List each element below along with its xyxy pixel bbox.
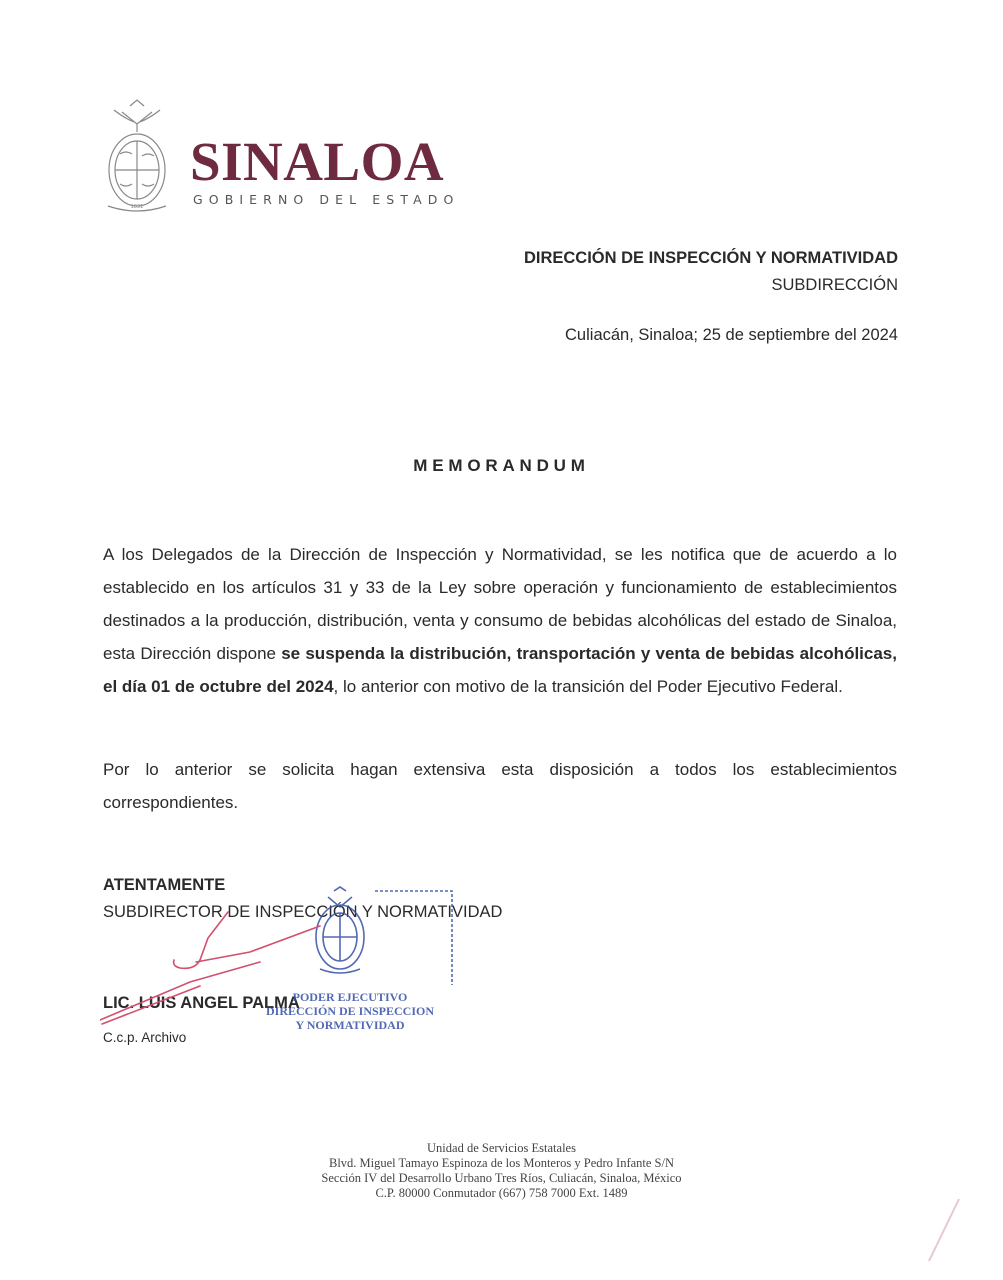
footer-line: Sección IV del Desarrollo Urbano Tres Ríos, Culiacán, Sinaloa, México	[321, 1171, 682, 1185]
paragraph-text: A los Delegados de la Dirección de Inspección y Normatividad, se les notifica que de acuerdo a lo establecido en los artículos 31 y 33 de la Ley sobre operación y funcionamiento de establecimientos destinados a la producción, distribución, venta y consumo de bebidas alcohólicas del estado de Sinaloa, esta Dirección dispone	[103, 545, 897, 663]
paragraph-text: , lo anterior con motivo de la transición del Poder Ejecutivo Federal.	[333, 677, 843, 696]
signer-name: LIC. LUIS ANGEL PALMA	[103, 994, 300, 1012]
paper-mark	[923, 1195, 963, 1265]
brand-name: SINALOA	[190, 131, 445, 192]
carbon-copy: C.c.p. Archivo	[103, 1030, 187, 1045]
signer-role: SUBDIRECTOR DE INSPECCIÓN Y NORMATIVIDAD	[103, 903, 503, 921]
brand-subtitle: GOBIERNO DEL ESTADO	[193, 192, 460, 207]
paragraph-emphasis: se suspenda la distribución, transportación y venta de bebidas alcohólicas, el día 01 de octubre del 2024	[103, 644, 897, 696]
stamp-line-1: PODER EJECUTIVO	[292, 990, 408, 1004]
stamp-line-3: Y NORMATIVIDAD	[295, 1018, 405, 1032]
footer-line: Unidad de Servicios Estatales	[427, 1141, 576, 1155]
footer-line: Blvd. Miguel Tamayo Espinoza de los Monteros y Pedro Infante S/N	[328, 1156, 675, 1170]
sub-department: SUBDIRECCIÓN	[771, 276, 898, 294]
footer-address	[0, 1141, 1003, 1201]
department-title: DIRECCIÓN DE INSPECCIÓN Y NORMATIVIDAD	[523, 249, 898, 267]
place-date: Culiacán, Sinaloa; 25 de septiembre del 2024	[565, 326, 898, 344]
footer-line: C.P. 80000 Conmutador (667) 758 7000 Ext. 1489	[375, 1186, 628, 1200]
closing: ATENTAMENTE	[103, 876, 226, 894]
memo-paragraph-1	[103, 538, 897, 703]
svg-text:1831: 1831	[130, 204, 144, 210]
state-seal-icon	[100, 98, 174, 218]
memo-title: MEMORANDUM	[413, 456, 590, 475]
handwritten-signature	[100, 890, 330, 1030]
stamp-line-2: DIRECCIÓN DE INSPECCION	[265, 1004, 435, 1018]
memo-paragraph-2: Por lo anterior se solicita hagan extensiva esta disposición a todos los establecimientos correspondientes.	[103, 760, 897, 812]
